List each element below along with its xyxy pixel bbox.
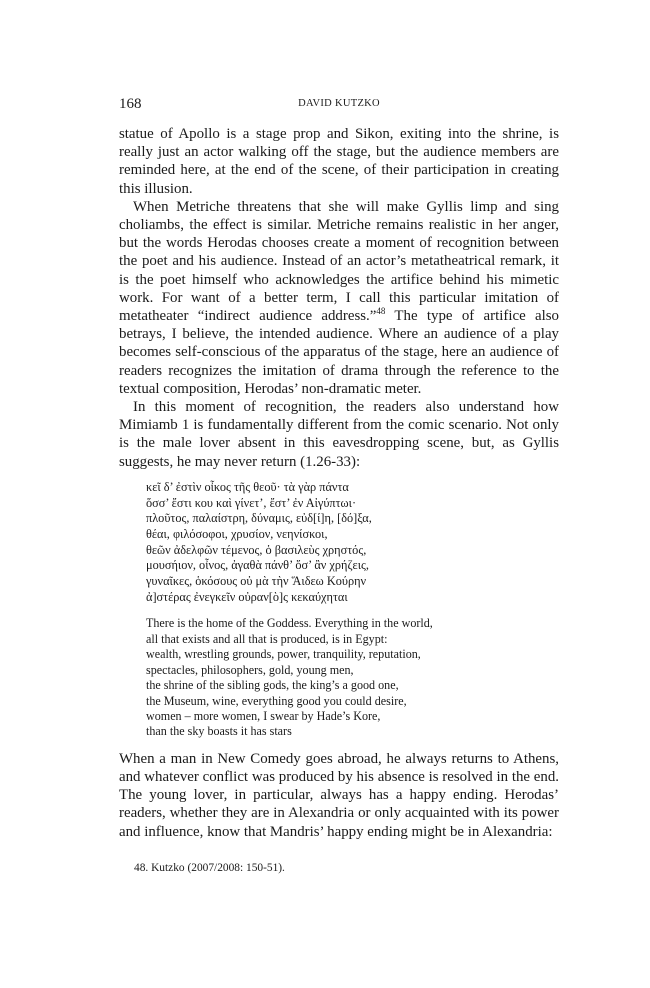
paragraph-2 (119, 198, 559, 398)
running-head: DAVID KUTZKO (298, 98, 380, 109)
translation-line: all that exists and all that is produced, is in Egypt: (146, 631, 388, 646)
paragraph-1: statue of Apollo is a stage prop and Sikon, exiting into the shrine, is really just an actor walking off the stage, but the audience members are reminded here, at the end of the scene, of their participation in creating this illusion. (119, 126, 559, 197)
greek-line: ἀ]στέρας ἐνεγκεῖν οὐραν[ὸ]ς κεκαύχηται (146, 589, 348, 604)
translation-line: the Museum, wine, everything good you could desire, (146, 693, 407, 708)
greek-line: μουσήιον, οἶνος, ἀγαθὰ πάνθ’ ὅσ’ ἂν χρήζεις, (146, 558, 369, 573)
greek-line: ὅσσ’ ἔστι κου καὶ γίνετ’, ἔστ’ ἐν Αἰγύπτωι· (146, 495, 357, 510)
page-number: 168 (119, 96, 142, 112)
greek-line: θέαι, φιλόσοφοι, χρυσίον, νεηνίσκοι, (146, 526, 328, 541)
translation-line: than the sky boasts it has stars (146, 724, 292, 739)
greek-line: πλοῦτος, παλαίστρη, δύναμις, εὐδ[ί]η, [δό]ξα, (146, 511, 372, 526)
translation-line: wealth, wrestling grounds, power, tranquility, reputation, (146, 647, 421, 662)
translation-line: women – more women, I swear by Hade’s Kore, (146, 708, 381, 723)
footnote-ref-48[interactable]: 48 (376, 306, 386, 317)
paragraph-2-text-b: The type of artifice also betrays, I believe, the intended audience. Where an audience of a play becomes self-conscious of the apparatus of the stage, here an audience of readers recognizes the imitation of drama through the reference to the textual composition, Herodas’ non-dramatic meter. (119, 308, 559, 397)
main-text (119, 125, 559, 841)
translation-line: There is the home of the Goddess. Everything in the world, (146, 616, 433, 631)
paragraph-2-text-a: When Metriche threatens that she will make Gyllis limp and sing choliambs, the effect is similar. Metriche remains realistic in her anger, but the words Herodas chooses create a moment of recognition between the poet and his audience. Instead of an actor’s metatheatrical remark, it is the poet himself who acknowledges the artifice behind his mimetic work. For want of a better term, I call this particular imitation of metatheater “indirect audience address.” (119, 198, 559, 325)
greek-line: θεῶν ἀδελφῶν τέμενος, ὁ βασιλεὺς χρηστός, (146, 542, 367, 557)
translation-line: the shrine of the sibling gods, the king’s a good one, (146, 678, 399, 693)
page-header (119, 96, 559, 114)
greek-quotation (146, 480, 559, 606)
footnote-48: 48. Kutzko (2007/2008: 150-51). (134, 862, 285, 874)
greek-line: κεῖ δ’ ἐστὶν οἶκος τῆς θεοῦ· τὰ γὰρ πάντα (146, 479, 349, 494)
paragraph-4: When a man in New Comedy goes abroad, he always returns to Athens, and whatever conflict was produced by his absence is resolved in the end. The young lover, in particular, always has a happy ending. Herodas’ readers, whether they are in Alexandria or only acquainted with its power and influence, know that Mandris’ happy ending might be in Alexandria: (119, 750, 559, 840)
paragraph-3: In this moment of recognition, the readers also understand how Mimiamb 1 is fundamentally different from the comic scenario. Not only is the male lover absent in this eavesdropping scene, but, as Gyllis suggests, he may never return (1.26-33): (119, 399, 559, 470)
english-translation (146, 616, 559, 739)
greek-line: γυναῖκες, ὁκόσους οὐ μὰ τὴν Ἅιδεω Κούρην (146, 574, 367, 589)
translation-line: spectacles, philosophers, gold, young men, (146, 662, 354, 677)
